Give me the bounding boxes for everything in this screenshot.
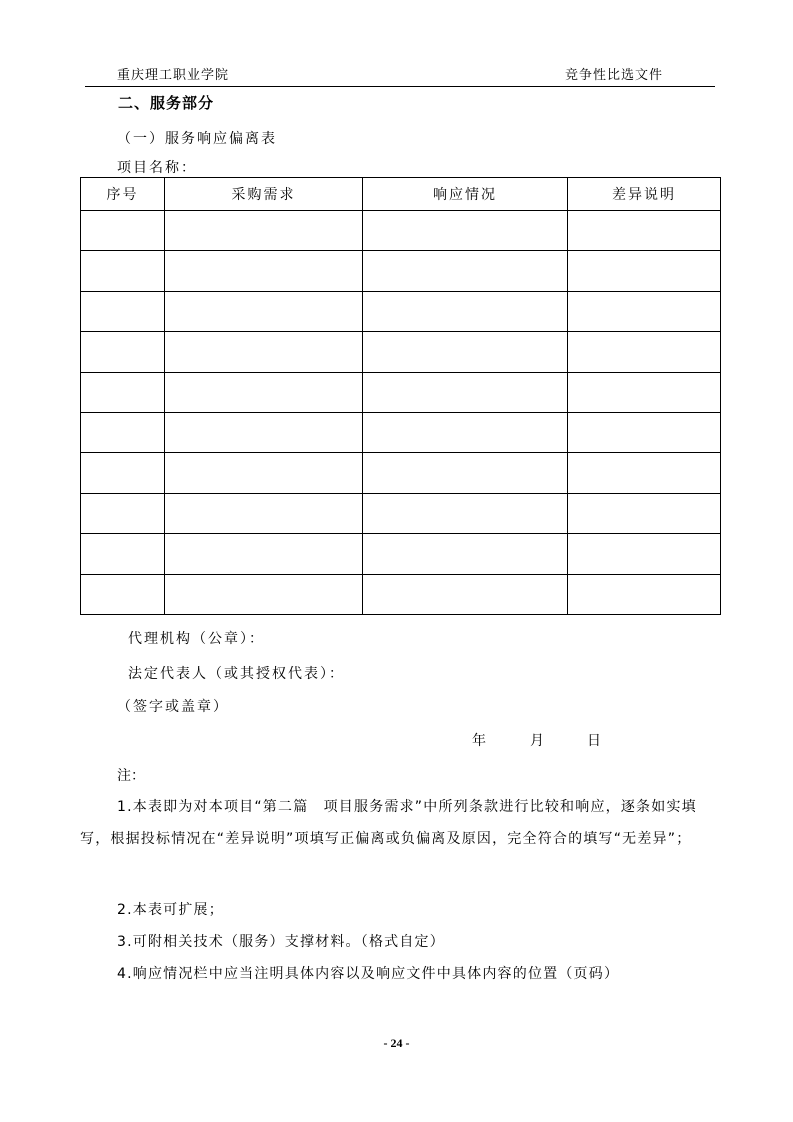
table-cell[interactable] (81, 534, 165, 574)
table-cell[interactable] (165, 453, 363, 493)
table-row (81, 291, 721, 331)
table-cell[interactable] (363, 493, 568, 533)
table-cell[interactable] (81, 453, 165, 493)
table-cell[interactable] (363, 291, 568, 331)
header-cell-deviation: 差异说明 (568, 178, 721, 211)
table-cell[interactable] (81, 291, 165, 331)
table-row (81, 211, 721, 251)
note-item: 3.可附相关技术（服务）支撑材料。（格式自定） (117, 934, 445, 950)
header-left-title: 重庆理工职业学院 (117, 68, 230, 83)
table-cell[interactable] (363, 412, 568, 452)
table-header-row (81, 178, 721, 211)
table-cell[interactable] (81, 574, 165, 614)
date-day-label: 日 (587, 733, 601, 749)
table-cell[interactable] (568, 412, 721, 452)
table-cell[interactable] (165, 574, 363, 614)
table-cell[interactable] (81, 332, 165, 372)
date-year-label: 年 (472, 733, 486, 749)
table-cell[interactable] (165, 332, 363, 372)
table-cell[interactable] (568, 372, 721, 412)
table-row (81, 251, 721, 291)
table-row (81, 574, 721, 614)
page-number: - 24 - (383, 1036, 410, 1050)
table-cell[interactable] (165, 493, 363, 533)
agency-seal-label: 代理机构（公章）： (128, 631, 265, 647)
table-cell[interactable] (568, 453, 721, 493)
note-item: 1.本表即为对本项目“第二篇 项目服务需求”中所列条款进行比较和响应，逐条如实填写，根据投标情况在“差异说明”项填写正偏离或负偏离及原因，完全符合的填写“无差异”； (80, 799, 697, 847)
note-item: 4.响应情况栏中应当注明具体内容以及响应文件中具体内容的位置（页码） (117, 966, 620, 982)
table-cell[interactable] (81, 412, 165, 452)
table-row (81, 372, 721, 412)
notes-title: 注： (117, 768, 145, 784)
table-cell[interactable] (568, 211, 721, 251)
table-cell[interactable] (568, 534, 721, 574)
table-cell[interactable] (165, 534, 363, 574)
table-cell[interactable] (363, 453, 568, 493)
table-cell[interactable] (568, 493, 721, 533)
table-cell[interactable] (568, 332, 721, 372)
subsection-title: （一）服务响应偏离表 (117, 131, 277, 147)
header-cell-response: 响应情况 (363, 178, 568, 211)
project-name-label: 项目名称： (117, 160, 197, 176)
table-cell[interactable] (363, 534, 568, 574)
section-title: 二、服务部分 (118, 94, 215, 112)
deviation-table (80, 177, 721, 615)
table-cell[interactable] (81, 251, 165, 291)
table-row (81, 493, 721, 533)
table-cell[interactable] (165, 372, 363, 412)
date-month-label: 月 (530, 733, 544, 749)
table-cell[interactable] (363, 251, 568, 291)
table-cell[interactable] (81, 372, 165, 412)
note-item: 2.本表可扩展； (117, 902, 224, 918)
table-cell[interactable] (568, 251, 721, 291)
header-divider (85, 86, 715, 87)
sign-or-seal-label: （签字或盖章） (117, 699, 229, 715)
table-cell[interactable] (363, 332, 568, 372)
table-row (81, 534, 721, 574)
table-cell[interactable] (363, 211, 568, 251)
table-cell[interactable] (568, 574, 721, 614)
table-cell[interactable] (363, 372, 568, 412)
table-row (81, 332, 721, 372)
table-cell[interactable] (165, 251, 363, 291)
table-cell[interactable] (81, 493, 165, 533)
table-cell[interactable] (568, 291, 721, 331)
header-cell-requirement: 采购需求 (165, 178, 363, 211)
table-cell[interactable] (81, 211, 165, 251)
table-cell[interactable] (165, 412, 363, 452)
table-row (81, 412, 721, 452)
table-cell[interactable] (165, 211, 363, 251)
table-row (81, 453, 721, 493)
header-right-title: 竞争性比选文件 (565, 68, 664, 83)
table-cell[interactable] (165, 291, 363, 331)
table-cell[interactable] (363, 574, 568, 614)
legal-rep-label: 法定代表人（或其授权代表）： (128, 666, 345, 682)
header-cell-index: 序号 (81, 178, 165, 211)
